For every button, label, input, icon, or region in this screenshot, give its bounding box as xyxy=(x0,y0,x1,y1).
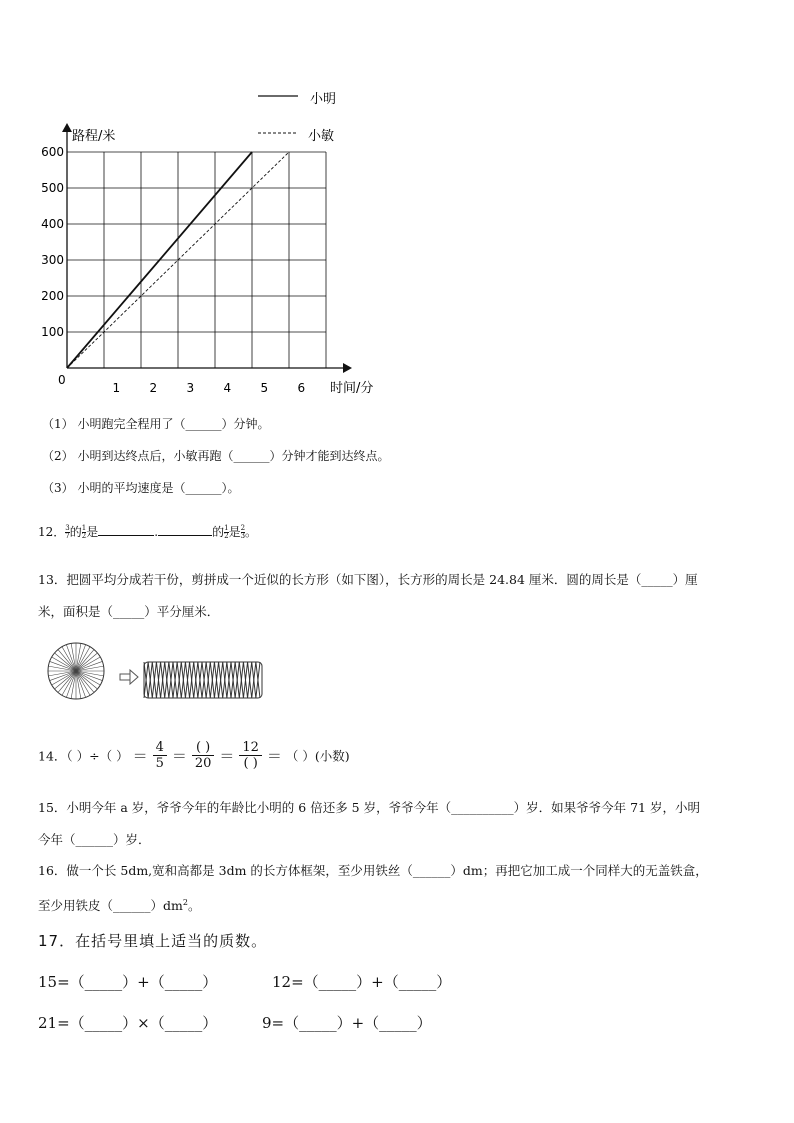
q12-fraction-1: $\frac{3}{7}$ xyxy=(65,524,70,540)
y-tick-label: 400 xyxy=(41,217,64,231)
x-tick-label: 1 xyxy=(112,381,121,395)
q12-text-2: 是 xyxy=(86,525,99,539)
q17-row2-right: 9=（_____）+（_____） xyxy=(262,1014,432,1032)
q14-equals-3: ＝ xyxy=(219,747,235,765)
x-tick-label: 6 xyxy=(297,381,306,395)
q15-line-1: 15．小明今年 a 岁，爷爷今年的年龄比小明的 6 倍还多 5 岁，爷爷今年（__________）岁．如果爷爷今年 71 岁，小明 xyxy=(38,800,700,815)
y-axis-label: 路程/米 xyxy=(72,129,116,144)
q12-blank-1 xyxy=(98,522,154,536)
q12-fraction-4: $\frac{2}{3}$ xyxy=(240,524,246,540)
chart-grid xyxy=(67,152,326,368)
q11-part1: （1） 小明跑完全程用了（______）分钟。 xyxy=(42,417,270,431)
y-tick-label: 300 xyxy=(41,253,64,267)
legend-solid-label: 小明 xyxy=(310,92,337,107)
x-tick-label: 3 xyxy=(186,381,195,395)
q17-title: 17．在括号里填上适当的质数。 xyxy=(38,932,268,950)
x-tick-label: 4 xyxy=(223,381,232,395)
q12-fraction-2: $\frac{1}{2}$ xyxy=(81,524,87,540)
q14-fraction-2: $\frac{( )}{20}$ xyxy=(192,740,215,771)
q12-blank-2 xyxy=(158,522,212,536)
q14-equals-1: ＝ xyxy=(132,747,148,765)
q17-row2-left: 21=（_____）×（_____） xyxy=(38,1014,218,1032)
q14-tail: （ ）(小数) xyxy=(285,748,350,764)
q12-text-5: 是 xyxy=(228,525,241,539)
q12 xyxy=(38,522,257,542)
q14-lead: 14．（ ）÷（ ） xyxy=(38,748,129,764)
y-tick-label: 500 xyxy=(41,181,64,195)
y-axis-arrow xyxy=(62,123,72,132)
q12-text-3: . xyxy=(154,525,159,539)
q15-line-2: 今年（______）岁． xyxy=(38,832,151,847)
chart-ticks xyxy=(41,145,305,395)
q12-text-1: 的 xyxy=(69,525,82,539)
q12-number: 12． xyxy=(38,525,66,539)
q11-part2: （2） 小明到达终点后，小敏再跑（______）分钟才能到达终点。 xyxy=(42,449,390,463)
y-tick-label: 200 xyxy=(41,289,64,303)
q14-fraction-3: $\frac{12}{( )}$ xyxy=(239,740,262,771)
x-tick-label: 5 xyxy=(260,381,269,395)
x-axis-label: 时间/分 xyxy=(330,381,374,396)
q14 xyxy=(38,740,350,771)
q16-line-2-end: 。 xyxy=(187,898,201,914)
q13-line-1: 13．把圆平均分成若干份，剪拼成一个近似的长方形（如下图），长方形的周长是 24.84 厘米．圆的周长是（_____）厘 xyxy=(38,572,698,587)
divided-circle xyxy=(48,643,104,699)
q11-part3: （3） 小明的平均速度是（______）。 xyxy=(42,481,240,495)
q16-line-1: 16．做一个长 5dm,宽和高都是 3dm 的长方体框架，至少用铁丝（______）dm；再把它加工成一个同样大的无盖铁盒， xyxy=(38,863,708,878)
x-axis-arrow xyxy=(343,363,352,373)
y-tick-label: 600 xyxy=(41,145,64,159)
distance-time-chart xyxy=(0,80,420,400)
q13-line-2: 米，面积是（_____）平分厘米． xyxy=(38,604,220,619)
q17-row1-right: 12=（_____）+（_____） xyxy=(272,973,452,991)
q16-superscript: 2 xyxy=(182,898,188,907)
q12-fraction-3: $\frac{1}{2}$ xyxy=(224,524,229,540)
q14-fraction-1: $\frac{4}{5}$ xyxy=(153,740,167,771)
y-tick-label: 100 xyxy=(41,325,64,339)
q17-row1-left: 15=（_____）+（_____） xyxy=(38,973,218,991)
q16-line-2 xyxy=(38,893,200,916)
q12-text-4: 的 xyxy=(212,525,225,539)
q12-text-6: 。 xyxy=(245,525,258,539)
right-arrow-icon xyxy=(120,670,138,684)
origin-label: 0 xyxy=(58,373,66,387)
q14-equals-4: ＝ xyxy=(266,747,282,765)
circle-to-rectangle-illustration xyxy=(40,636,270,706)
q14-equals-2: ＝ xyxy=(171,747,187,765)
approximate-rectangle xyxy=(144,662,262,698)
x-tick-label: 2 xyxy=(149,381,158,395)
legend-dashed-label: 小敏 xyxy=(308,129,335,144)
q16-line-2-text: 至少用铁皮（______）dm xyxy=(38,898,183,914)
